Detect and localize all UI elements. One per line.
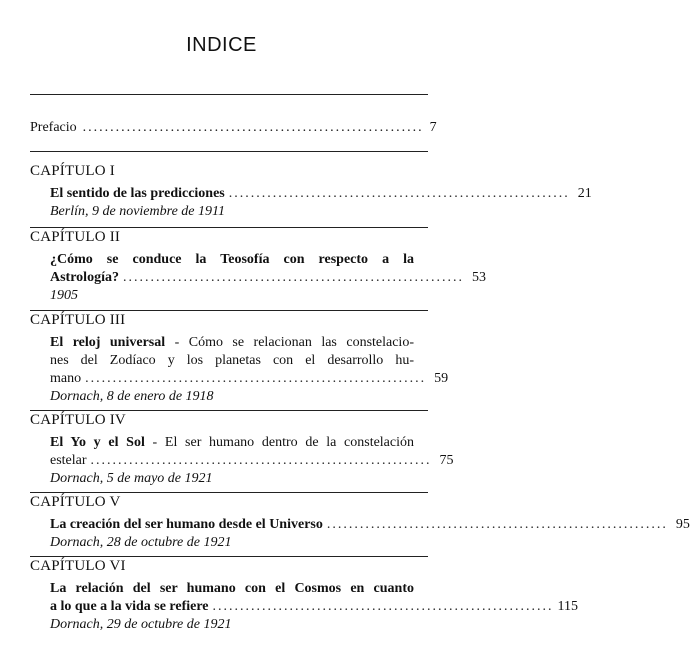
entry-subtitle: - Cómo se relacionan las constelacio- <box>165 335 414 350</box>
entry-title-line[interactable] <box>50 435 414 451</box>
toc-entry[interactable] <box>50 517 690 533</box>
section-divider <box>30 410 428 411</box>
entry-title-bold: El reloj universal <box>50 335 166 350</box>
page-number: 75 <box>439 453 454 468</box>
page-number: 7 <box>429 120 437 135</box>
section-divider <box>30 151 428 152</box>
toc-entry[interactable] <box>50 453 454 469</box>
toc-entry[interactable] <box>50 270 486 286</box>
section-divider <box>30 492 428 493</box>
leader-dots: .............................................................. <box>326 517 668 532</box>
leader-dots: .............................................................. <box>85 371 427 386</box>
toc-entry[interactable] <box>50 599 579 615</box>
chapter-heading: CAPÍTULO IV <box>30 412 126 428</box>
chapter-heading: CAPÍTULO III <box>30 312 126 328</box>
page-number: 115 <box>557 599 579 614</box>
entry-place-date: 1905 <box>50 288 78 303</box>
entry-title-line[interactable]: La relación del ser humano con el Cosmos en cuanto <box>50 581 414 596</box>
leader-dots: .............................................................. <box>122 270 464 285</box>
chapter-heading: CAPÍTULO II <box>30 229 121 245</box>
section-divider <box>30 227 428 228</box>
chapter-heading: CAPÍTULO V <box>30 494 121 510</box>
chapter-heading: CAPÍTULO VI <box>30 558 126 574</box>
entry-title: a lo que a la vida se refiere <box>50 599 209 614</box>
page-number: 95 <box>675 517 690 532</box>
header-divider <box>30 94 428 95</box>
page-number: 53 <box>471 270 486 285</box>
entry-title-line[interactable]: ¿Cómo se conduce la Teosofía con respecto a la <box>50 252 414 267</box>
entry-title: La creación del ser humano desde el Universo <box>50 517 323 532</box>
page-number: 59 <box>434 371 449 386</box>
leader-dots: .............................................................. <box>90 453 432 468</box>
entry-place-date: Dornach, 28 de octubre de 1921 <box>50 535 232 550</box>
entry-place-date: Berlín, 9 de noviembre de 1911 <box>50 204 225 219</box>
entry-place-date: Dornach, 29 de octubre de 1921 <box>50 617 232 632</box>
toc-entry-prefacio[interactable] <box>30 120 437 136</box>
entry-subtitle: mano <box>50 371 82 386</box>
leader-dots: .............................................................. <box>82 120 424 135</box>
leader-dots: .............................................................. <box>212 599 554 614</box>
entry-title-line[interactable] <box>50 335 414 351</box>
page-number: 21 <box>577 186 592 201</box>
entry-place-date: Dornach, 8 de enero de 1918 <box>50 389 214 404</box>
entry-title-bold: El Yo y el Sol <box>50 435 145 450</box>
leader-dots: .............................................................. <box>228 186 570 201</box>
entry-title: El sentido de las predicciones <box>50 186 225 201</box>
entry-subtitle-line: nes del Zodíaco y los planetas con el desarrollo hu- <box>50 353 414 368</box>
toc-entry[interactable] <box>50 186 592 202</box>
page-title: INDICE <box>186 34 257 56</box>
entry-place-date: Dornach, 5 de mayo de 1921 <box>50 471 213 486</box>
entry-subtitle: estelar <box>50 453 87 468</box>
section-divider <box>30 310 428 311</box>
chapter-heading: CAPÍTULO I <box>30 163 115 179</box>
entry-subtitle: - El ser humano dentro de la constelación <box>144 435 415 450</box>
entry-title: Astrología? <box>50 270 119 285</box>
entry-title: Prefacio <box>30 120 77 135</box>
section-divider <box>30 556 428 557</box>
toc-entry[interactable] <box>50 371 449 387</box>
